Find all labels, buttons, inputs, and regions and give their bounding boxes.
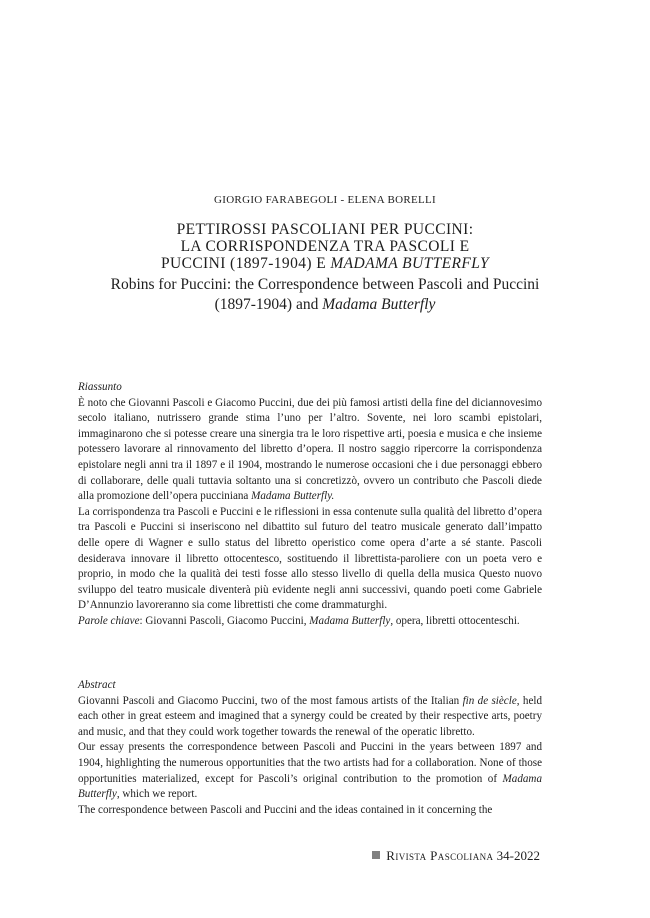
abstract-paragraph-2 [78, 740, 542, 802]
riassunto-p1-text: È noto che Giovanni Pascoli e Giacomo Puccini, due dei più famosi artisti della fine del diciannovesimo secolo italiano, nutrissero grande stima l’uno per l’altro. Sovente, nei loro scambi epistolari, immaginarono che si potesse creare una sinergia tra le loro rispettive arti, poesia e musica e che insieme potessero lavorare al rinnovamento del libretto d’opera. Il nostro saggio ripercorre la corrispondenza epistolare negli anni tra il 1897 e il 1904, mostrando le numerose occasioni che i due personaggi ebbero di collaborare, delle quali tuttavia soltanto una si concretizzò, ovvero un contributo che Pascoli diede alla promozione dell’opera pucciniana [78, 396, 542, 503]
riassunto-heading: Riassunto [78, 381, 122, 393]
keywords-text-post: , opera, libretti ottocenteschi. [390, 614, 520, 627]
title-en-line-1: Robins for Puccini: the Correspondence between Pascoli and Puccini [110, 276, 540, 293]
running-footer [372, 848, 540, 864]
square-marker-icon [372, 851, 380, 859]
abstract-paragraph-1 [78, 694, 542, 741]
title-en-line-2-text: (1897-1904) and [214, 296, 323, 313]
abstract-p3-text: The correspondence between Pascoli and Puccini and the ideas contained in it concerning the [78, 803, 493, 816]
title-it-line-2: LA CORRISPONDENZA TRA PASCOLI E [180, 238, 470, 255]
riassunto-p1-italic: Madama Butterfly. [251, 490, 335, 503]
riassunto-section [78, 380, 542, 630]
title-en-line-2 [0, 295, 650, 315]
riassunto-paragraph-2: La corrispondenza tra Pascoli e Puccini e le riflessioni in essa contenute sulla qualità del libretto d’opera tra Pascoli e Puccini si inseriscono nel dibattito sul futuro del teatro musicale generato dall’impatto delle opere di Wagner e sullo status del libretto operistico come opera d’arte a sé stante. Pascoli desiderava innovare il libretto ottocentesco, sostituendo il librettista-paroliere con un poeta vero e proprio, in modo che la qualità dei testi fosse allo stesso livello di quella della musica Questo nuovo sviluppo del teatro musicale diventerà più evidente negli anni successivi, quando poeti come Gabriele D’Annunzio lavoreranno sia come librettisti che come drammaturghi. [78, 505, 542, 612]
keywords [78, 614, 542, 630]
authors-line: GIORGIO FARABEGOLI - ELENA BORELLI [213, 194, 437, 206]
title-it-line-1: PETTIROSSI PASCOLIANI PER PUCCINI: [176, 221, 474, 238]
abstract-p2-text-b: , which we report. [116, 788, 198, 801]
title-en-opera-name: Madama Butterfly [322, 296, 436, 313]
title-it-opera-name: MADAMA BUTTERFLY [330, 255, 490, 272]
abstract-section [78, 678, 542, 818]
abstract-p1-text-a: Giovanni Pascoli and Giacomo Puccini, two of the most famous artists of the Italian [78, 694, 463, 707]
title-it-line-3 [0, 255, 650, 272]
title-it-line-3-text: PUCCINI (1897-1904) E [160, 255, 331, 272]
title-italian [0, 221, 650, 272]
journal-name: Rivista Pascoliana [386, 848, 494, 863]
keywords-italic: Madama Butterfly [309, 614, 391, 627]
abstract-p2-text-a: Our essay presents the correspondence between Pascoli and Puccini in the years between 1897 and 1904, highlighting the numerous opportunities that the two artists had for a collaboration. None of those opportunities materialized, except for Pascoli’s original contribution to the promotion of [78, 741, 542, 785]
abstract-p1-italic: fin de siècle [462, 694, 517, 707]
abstract-p2-italic: Madama Butterfly [78, 772, 542, 801]
journal-issue: 34-2022 [496, 848, 540, 863]
abstract-heading: Abstract [78, 679, 116, 691]
title-english [0, 275, 650, 315]
abstract-p1-text-b: , held each other in great esteem and imagined that a synergy could be created by their respective arts, poetry and music, and that they could work together towards the renewal of the operatic libretto. [78, 694, 542, 738]
keywords-text-pre: : Giovanni Pascoli, Giacomo Puccini, [139, 614, 310, 627]
riassunto-paragraph-1 [78, 396, 542, 505]
abstract-paragraph-3 [78, 803, 542, 819]
keywords-label: Parole chiave [78, 614, 140, 627]
